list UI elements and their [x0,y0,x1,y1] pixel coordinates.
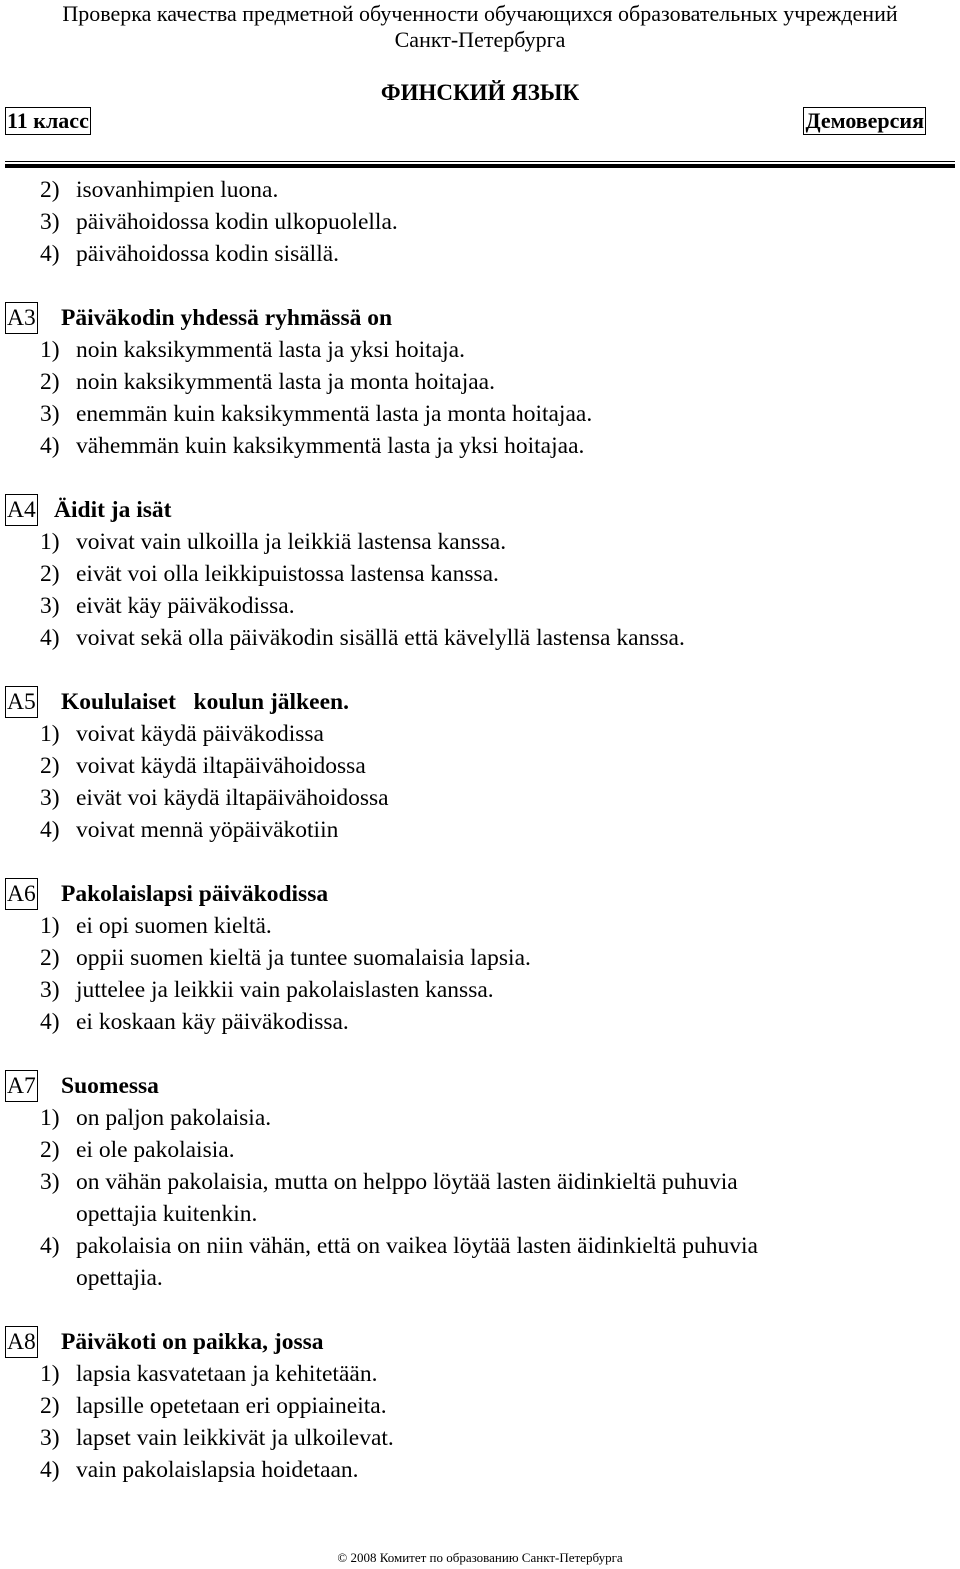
option-number: 1) [40,913,60,939]
question-label: A8 [5,1326,38,1358]
option [40,1134,235,1166]
option-number: 4) [40,433,60,459]
option [40,814,338,846]
carryover-option [40,174,278,206]
option-text: on paljon pakolaisia. [76,1105,272,1131]
option-text: voivat mennä yöpäiväkotiin [76,817,339,843]
option-number: 3) [40,785,60,811]
option-number: 3) [40,1169,60,1195]
option-number: 4) [40,1009,60,1035]
option-number: 1) [40,337,60,363]
option-number: 4) [40,1457,60,1483]
header-title-line2: Санкт-Петербурга [394,27,566,52]
option [40,750,366,782]
option [40,430,584,462]
option-number: 4) [40,1233,60,1259]
option-number: 2) [40,561,60,587]
option [40,334,465,366]
option [40,1358,377,1390]
option-text: pakolaisia on niin vähän, että on vaikea löytää lasten äidinkieltä puhuvia [76,1233,758,1259]
question-label: A6 [5,878,38,910]
footer-copyright: © 2008 Комитет по образованию Санкт-Петербурга [337,1550,623,1565]
option-number: 2) [40,1137,60,1163]
option-text: noin kaksikymmentä lasta ja yksi hoitaja. [76,337,465,363]
option-text: voivat käydä päiväkodissa [76,721,324,747]
option [40,910,272,942]
option [40,1422,394,1454]
option-text: eivät voi olla leikkipuistossa lastensa kanssa. [76,561,499,587]
option-text: lapsia kasvatetaan ja kehitetään. [76,1361,378,1387]
option-number: 1) [40,721,60,747]
option [40,942,531,974]
option [40,558,499,590]
option [40,1102,271,1134]
option-number: 4) [40,625,60,651]
option [40,1006,349,1038]
subject-title: ФИНСКИЙ ЯЗЫК [380,80,580,105]
option-number: 2) [40,753,60,779]
option-number: 4) [40,817,60,843]
option-text-continuation: opettajia kuitenkin. [76,1201,258,1227]
question-label: A7 [5,1070,38,1102]
option-text: lapset vain leikkivät ja ulkoilevat. [76,1425,394,1451]
option-text: ei koskaan käy päiväkodissa. [76,1009,349,1035]
option-text: päivähoidossa kodin sisällä. [76,241,340,267]
carryover-option [40,206,398,238]
option-text: noin kaksikymmentä lasta ja monta hoitajaa. [76,369,495,395]
option-text: vain pakolaislapsia hoidetaan. [76,1457,359,1483]
option [40,398,592,430]
option-text: voivat vain ulkoilla ja leikkiä lastensa kanssa. [76,529,507,555]
option [40,1166,738,1227]
option-text: ei ole pakolaisia. [76,1137,235,1163]
option-text: vähemmän kuin kaksikymmentä lasta ja yksi hoitajaa. [76,433,585,459]
question-label: A4 [5,494,38,526]
option-number: 1) [40,1361,60,1387]
option-text: eivät voi käydä iltapäivähoidossa [76,785,389,811]
option-number: 3) [40,209,60,235]
header-title-line1: Проверка качества предметной обученности обучающихся образовательных учреждений [62,1,898,26]
option [40,366,495,398]
question-stem: Päiväkodin yhdessä ryhmässä on [61,305,393,331]
option [40,622,685,654]
option-text: päivähoidossa kodin ulkopuolella. [76,209,398,235]
option-number: 2) [40,1393,60,1419]
option [40,1230,758,1291]
option-number: 4) [40,241,60,267]
option [40,974,494,1006]
option-number: 1) [40,1105,60,1131]
question-stem: Pakolaislapsi päiväkodissa [61,881,329,907]
option-number: 2) [40,369,60,395]
question-stem: Suomessa [61,1073,159,1099]
option-text: isovanhimpien luona. [76,177,279,203]
option-text: ei opi suomen kieltä. [76,913,272,939]
carryover-option [40,238,339,270]
option-text: juttelee ja leikkii vain pakolaislasten kanssa. [76,977,494,1003]
option [40,782,389,814]
option-text: enemmän kuin kaksikymmentä lasta ja monta hoitajaa. [76,401,593,427]
question-label: A3 [5,302,38,334]
question-stem: Koululaiset koulun jälkeen. [61,689,349,715]
option-number: 2) [40,945,60,971]
option [40,526,506,558]
option-text: voivat käydä iltapäivähoidossa [76,753,366,779]
option [40,590,295,622]
grade-label: 11 класс [7,108,89,133]
question-stem: Päiväkoti on paikka, jossa [61,1329,324,1355]
option [40,1390,387,1422]
option-number: 3) [40,593,60,619]
option-text: voivat sekä olla päiväkodin sisällä että kävelyllä lastensa kanssa. [76,625,685,651]
question-label: A5 [5,686,38,718]
option-text: lapsille opetetaan eri oppiaineita. [76,1393,387,1419]
question-stem: Äidit ja isät [54,497,172,523]
option-number: 3) [40,977,60,1003]
option-text: eivät käy päiväkodissa. [76,593,295,619]
option-number: 3) [40,1425,60,1451]
option-number: 2) [40,177,60,203]
option-text-continuation: opettajia. [76,1265,163,1291]
option [40,1454,359,1486]
version-label: Демоверсия [805,108,924,133]
option-text: on vähän pakolaisia, mutta on helppo löytää lasten äidinkieltä puhuvia [76,1169,738,1195]
option-text: oppii suomen kieltä ja tuntee suomalaisia lapsia. [76,945,531,971]
option [40,718,324,750]
option-number: 3) [40,401,60,427]
option-number: 1) [40,529,60,555]
